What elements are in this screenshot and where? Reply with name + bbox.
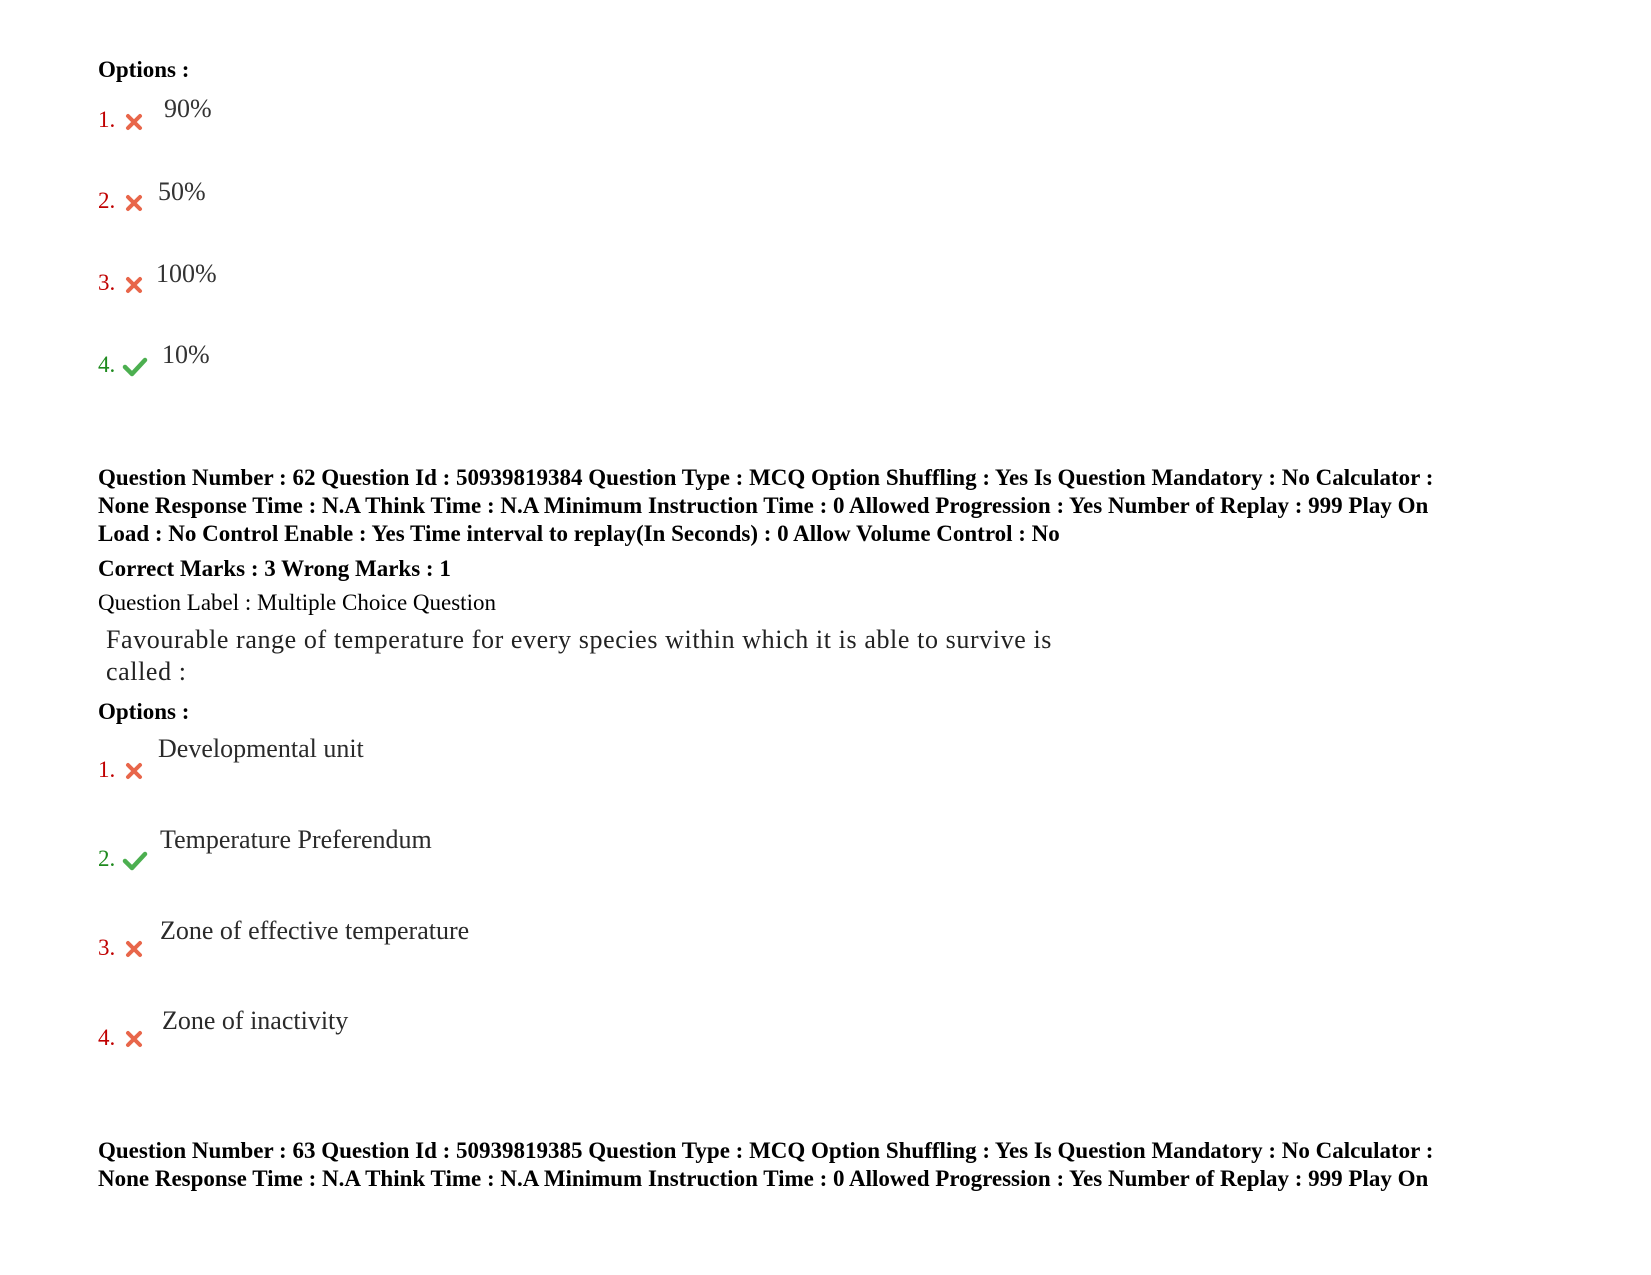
- option-number: 1.: [98, 107, 116, 132]
- options-heading: Options :: [98, 699, 190, 724]
- question-meta-line: None Response Time : N.A Think Time : N.A Minimum Instruction Time : 0 Allowed Progression : Yes Number of Replay : 999 Play On: [98, 1166, 1429, 1191]
- option-number: 3.: [98, 935, 116, 960]
- question-meta-line: None Response Time : N.A Think Time : N.A Minimum Instruction Time : 0 Allowed Progression : Yes Number of Replay : 999 Play On: [98, 493, 1429, 518]
- option-text: 90%: [164, 94, 212, 123]
- check-icon: [122, 850, 148, 872]
- option-text: Zone of inactivity: [162, 1006, 349, 1035]
- option-text: Developmental unit: [158, 734, 364, 763]
- cross-icon: [125, 113, 143, 131]
- option-number: 4.: [98, 352, 116, 377]
- cross-icon: [125, 276, 143, 294]
- question-meta-line: Question Number : 62 Question Id : 50939819384 Question Type : MCQ Option Shuffling : Yes Is Question Mandatory : No Calculator :: [98, 465, 1434, 490]
- options-heading: Options :: [98, 57, 190, 82]
- question-meta-line: Question Number : 63 Question Id : 50939819385 Question Type : MCQ Option Shuffling : Yes Is Question Mandatory : No Calculator :: [98, 1138, 1434, 1163]
- cross-icon: [125, 940, 143, 958]
- cross-icon: [125, 762, 143, 780]
- cross-icon: [125, 194, 143, 212]
- check-icon: [122, 356, 148, 378]
- question-label: Question Label : Multiple Choice Question: [98, 590, 496, 615]
- cross-icon: [125, 1030, 143, 1048]
- option-text: 100%: [156, 259, 217, 288]
- option-number: 4.: [98, 1025, 116, 1050]
- option-text: 10%: [162, 340, 210, 369]
- question-meta-line: Load : No Control Enable : Yes Time interval to replay(In Seconds) : 0 Allow Volume Control : No: [98, 521, 1060, 546]
- option-number: 2.: [98, 846, 116, 871]
- question-text-line: called :: [106, 657, 187, 686]
- option-number: 3.: [98, 270, 116, 295]
- question-text-line: Favourable range of temperature for every species within which it is able to survive is: [106, 625, 1053, 654]
- option-text: 50%: [158, 177, 206, 206]
- question-marks: Correct Marks : 3 Wrong Marks : 1: [98, 556, 451, 581]
- option-number: 2.: [98, 188, 116, 213]
- option-text: Zone of effective temperature: [160, 916, 470, 945]
- option-text: Temperature Preferendum: [160, 825, 432, 854]
- option-number: 1.: [98, 757, 116, 782]
